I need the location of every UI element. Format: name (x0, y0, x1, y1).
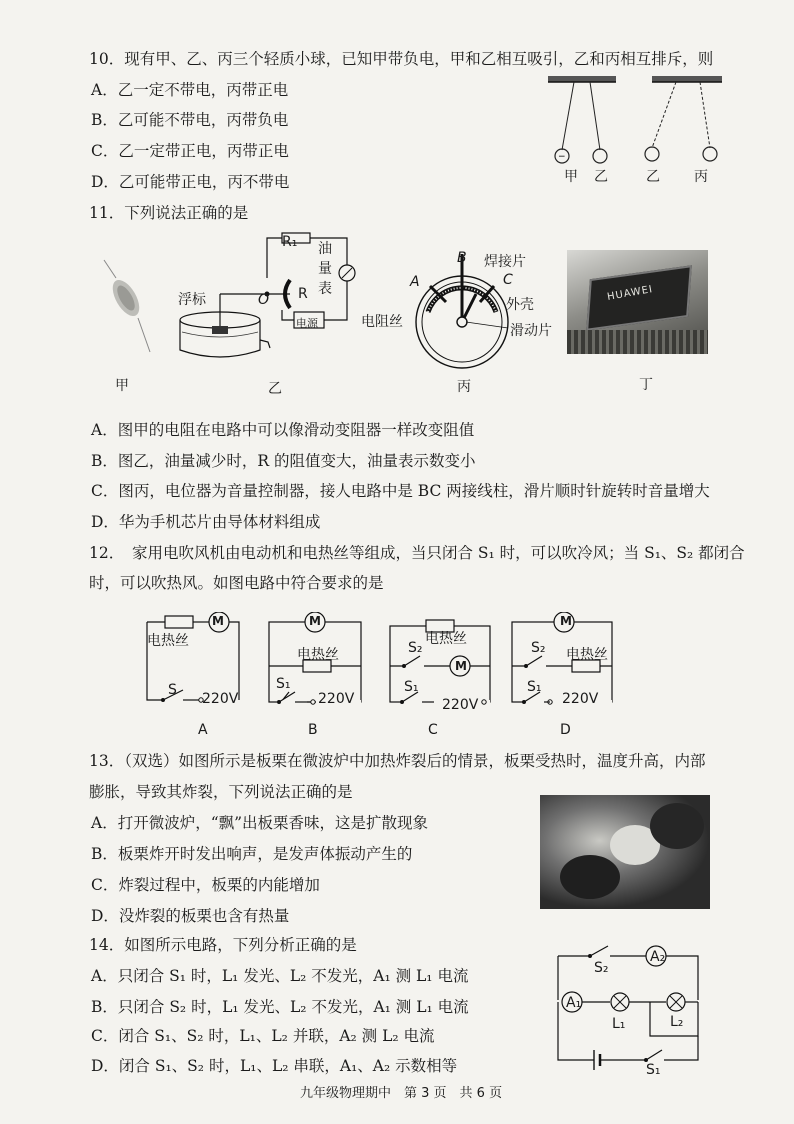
q14-label-a2: A₂ (650, 949, 666, 965)
q11-yi-label-float: 浮标 (178, 292, 206, 308)
q12-d-motor-label: M (560, 614, 572, 628)
q11-bing-label-c: C (503, 272, 513, 288)
q14-label-a1: A₁ (566, 995, 582, 1011)
q12-c-switch2-label: S₂ (408, 640, 423, 656)
q12-a-voltage-label: 220V (202, 691, 239, 707)
q12-caption-a: A (198, 722, 208, 738)
q11-bing-label-wire: 电阻丝 (361, 314, 403, 330)
q14-stem: 14．如图所示电路，下列分析正确的是 (89, 936, 357, 954)
q11-yi-label-o: O (258, 292, 270, 308)
page-footer: 九年级物理期中 第 3 页 共 6 页 (300, 1086, 503, 1101)
q12-caption-b: B (308, 722, 318, 738)
q14-label-l2: L₂ (670, 1014, 684, 1030)
q12-caption-d: D (560, 722, 571, 738)
q10-label-bing: 丙 (694, 169, 708, 185)
q14-label-s1: S₁ (646, 1062, 661, 1078)
q12-b-voltage-label: 220V (318, 691, 355, 707)
q11-option-d: D．华为手机芯片由导体材料组成 (91, 513, 321, 531)
q12-d-heater-label: 电热丝 (566, 647, 608, 663)
q13-option-c: C．炸裂过程中，板栗的内能增加 (91, 876, 320, 894)
q13-option-d: D．没炸裂的板栗也含有热量 (91, 907, 290, 925)
q11-stem: 11．下列说法正确的是 (89, 204, 249, 222)
q12-a-switch-label: S (168, 682, 177, 698)
q13-stem-line-2: 膨胀，导致其炸裂，下列说法正确的是 (89, 783, 353, 801)
q12-caption-c: C (428, 722, 438, 738)
q10-stem: 10．现有甲、乙、丙三个轻质小球，已知甲带负电，甲和乙相互吸引，乙和丙相互排斥，则 (89, 50, 714, 68)
q11-caption-jia: 甲 (115, 378, 129, 394)
svg-text:−: − (558, 152, 566, 162)
q10-option-d: D．乙可能带正电，丙不带电 (91, 173, 290, 191)
q10-label-yi-1: 乙 (594, 169, 608, 185)
q11-yi-label-oil-3: 表 (318, 281, 332, 297)
q11-fig-ding-chip-photo (567, 250, 708, 354)
q14-option-a: A．只闭合 S₁ 时，L₁ 发光、L₂ 不发光，A₁ 测 L₁ 电流 (91, 967, 469, 985)
q11-yi-label-r: R (298, 286, 308, 302)
q11-bing-label-a: A (410, 274, 420, 290)
q11-caption-ding: 丁 (639, 377, 653, 393)
q13-chestnut-photo (540, 795, 710, 909)
q10-option-a: A．乙一定不带电，丙带正电 (91, 81, 289, 99)
q11-option-b: B．图乙，油量减少时，R 的阻值变大，油量表示数变小 (91, 452, 476, 470)
q10-option-c: C．乙一定带正电，丙带正电 (91, 142, 289, 160)
q10-option-b: B．乙可能不带电，丙带负电 (91, 111, 289, 129)
q12-b-switch-label: S₁ (276, 676, 291, 692)
q13-option-b: B．板栗炸开时发出响声，是发声体振动产生的 (91, 845, 413, 863)
q11-bing-label-b: B (457, 250, 467, 266)
q12-stem-line-2: 时，可以吹热风。如图电路中符合要求的是 (89, 574, 384, 592)
q11-caption-yi: 乙 (268, 381, 282, 397)
q12-c-motor-label: M (455, 659, 467, 673)
q11-yi-label-oil-1: 油 (318, 241, 332, 257)
q11-chip-brand-text: HUAWEI (606, 284, 654, 303)
q13-stem-line-1: 13．（双选）如图所示是板栗在微波炉中加热炸裂后的情景，板栗受热时，温度升高，内部 (89, 752, 706, 770)
q12-c-switch1-label: S₁ (404, 679, 419, 695)
q12-d-voltage-label: 220V (562, 691, 599, 707)
q14-label-s2: S₂ (594, 960, 609, 976)
q12-b-motor-label: M (309, 614, 321, 628)
q12-d-switch1-label: S₁ (527, 679, 542, 695)
q10-label-jia: 甲 (564, 169, 578, 185)
q12-a-motor-label: M (212, 614, 224, 628)
q11-option-c: C．图丙，电位器为音量控制器，接人电路中是 BC 两接线柱，滑片顺时针旋转时音量增大 (91, 482, 710, 500)
q11-fig-jia-resistor (98, 256, 158, 356)
q14-label-l1: L₁ (612, 1016, 626, 1032)
q11-yi-label-oil-2: 量 (318, 261, 332, 277)
q14-option-c: C．闭合 S₁、S₂ 时，L₁、L₂ 并联，A₂ 测 L₂ 电流 (91, 1027, 435, 1045)
q11-option-a: A．图甲的电阻在电路中可以像滑动变阻器一样改变阻值 (91, 421, 475, 439)
q11-yi-label-power: 电源 (296, 317, 318, 330)
q11-bing-label-weld: 焊接片 (484, 254, 526, 270)
q12-stem-line-1: 12． 家用电吹风机由电动机和电热丝等组成，当只闭合 S₁ 时，可以吹冷风；当 S₁、S₂ 都闭合 (89, 544, 745, 562)
q11-yi-label-r1: R₁ (282, 234, 298, 250)
q12-b-heater-label: 电热丝 (297, 647, 339, 663)
q12-d-switch2-label: S₂ (531, 640, 546, 656)
q13-option-a: A．打开微波炉，“飘”出板栗香味，这是扩散现象 (91, 814, 429, 832)
q12-c-voltage-label: 220V (442, 697, 479, 713)
q14-option-d: D．闭合 S₁、S₂ 时，L₁、L₂ 串联，A₁、A₂ 示数相等 (91, 1057, 458, 1075)
q11-caption-bing: 丙 (457, 379, 471, 395)
q10-label-yi-2: 乙 (646, 169, 660, 185)
q14-option-b: B．只闭合 S₂ 时，L₁ 发光、L₂ 不发光，A₁ 测 L₁ 电流 (91, 998, 469, 1016)
q12-a-heater-label: 电热丝 (147, 633, 189, 649)
q11-bing-label-shell: 外壳 (506, 297, 534, 313)
q12-c-heater-label: 电热丝 (425, 631, 467, 647)
q11-bing-label-slider: 滑动片 (510, 323, 552, 339)
